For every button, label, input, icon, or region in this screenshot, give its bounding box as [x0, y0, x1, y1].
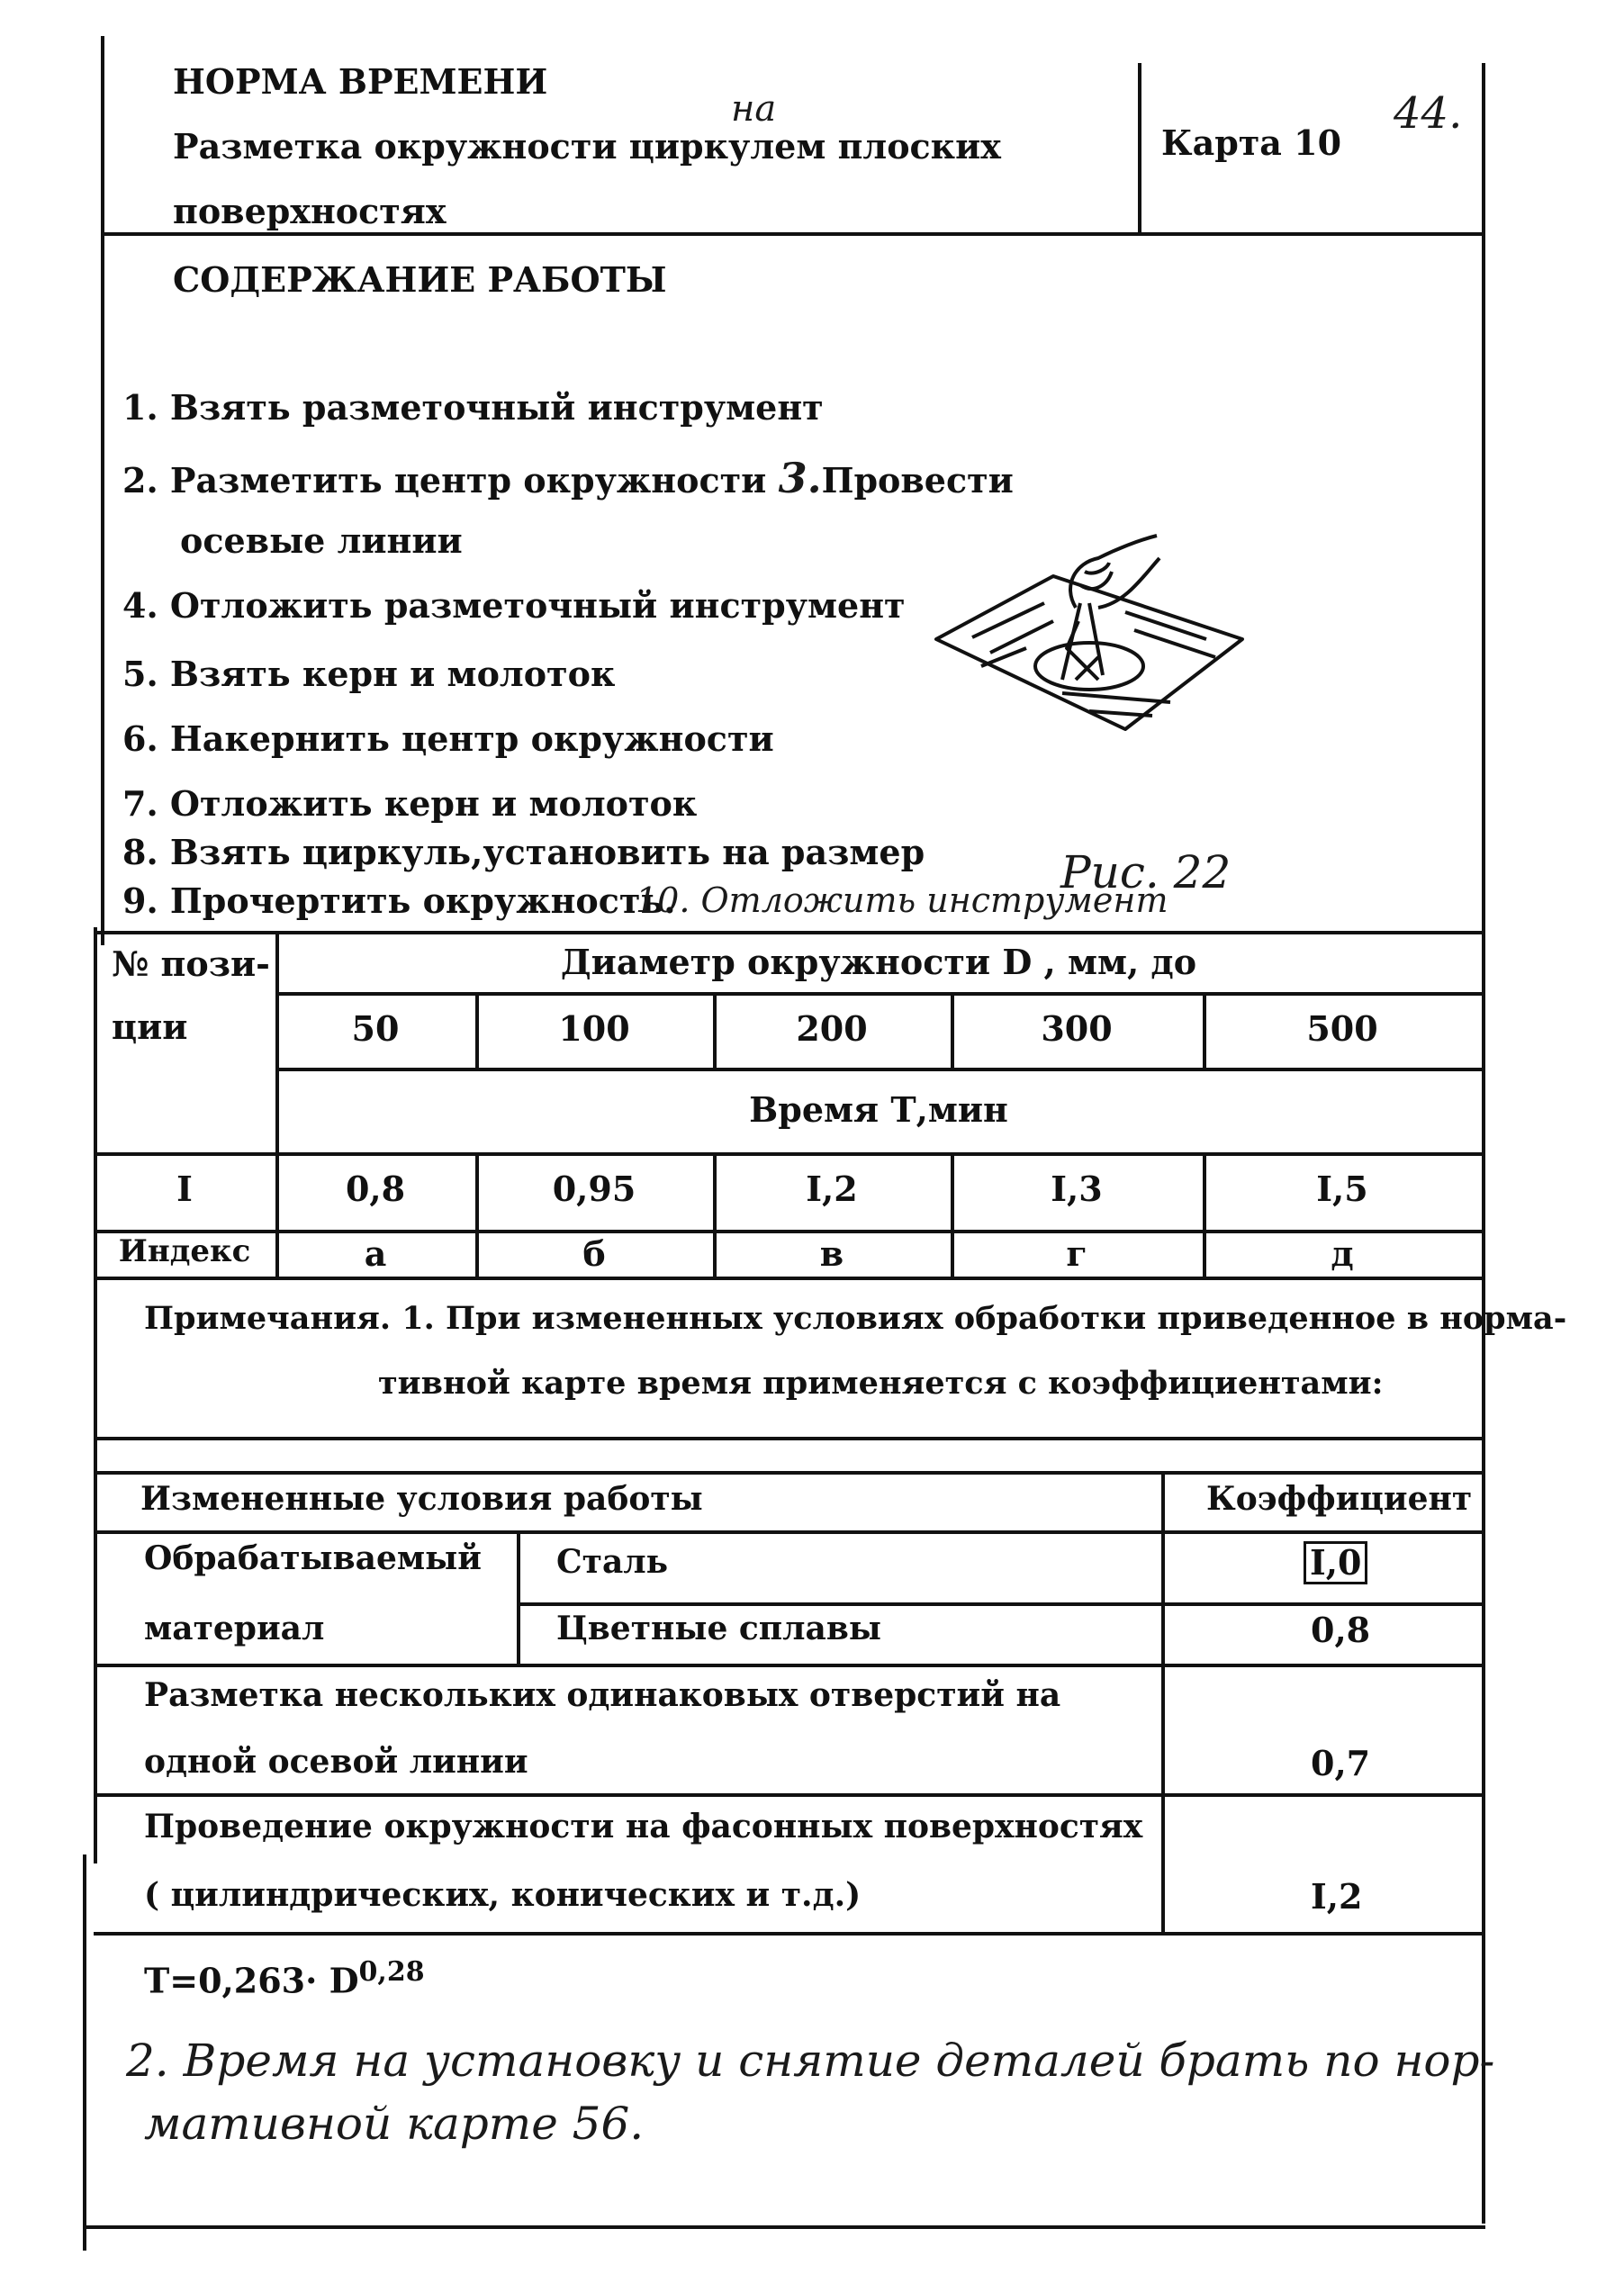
diameter-cell: 100	[558, 1008, 630, 1049]
time-cell: 0,95	[552, 1169, 636, 1209]
step-text: Разметить центр окружности	[169, 460, 767, 501]
ct-line-3	[94, 1530, 1482, 1534]
coef-header-condition: Измененные условия работы	[140, 1480, 703, 1518]
step-8	[122, 834, 925, 871]
step-text: осевые линии	[180, 520, 463, 561]
diameter-header: Диаметр окружности D , мм, до	[560, 942, 1197, 982]
tt-line-3	[275, 1068, 1482, 1071]
header-title-line2: Разметка окружности циркулем плоских	[173, 126, 1001, 167]
compass-marking-illustration	[918, 522, 1260, 756]
frame-right	[1482, 63, 1485, 2224]
step-number: 5.	[122, 654, 158, 694]
step-text: Взять разметочный инструмент	[169, 387, 824, 428]
position-header-line1: № пози-	[112, 943, 270, 984]
time-cell: I,2	[806, 1169, 858, 1209]
ct-line-2	[94, 1471, 1482, 1475]
note-1-line1: Примечания. 1. При измененных условиях обработки приведенное в норма-	[144, 1300, 1567, 1337]
alloys-coef: 0,8	[1311, 1610, 1371, 1650]
step-number: 6.	[122, 718, 158, 759]
step-9	[122, 882, 675, 920]
tt-line-4	[94, 1152, 1482, 1156]
step-number: 9.	[122, 880, 158, 921]
index-label: Индекс	[118, 1233, 251, 1269]
step-text: Отложить керн и молоток	[169, 783, 698, 824]
ct-line-top	[94, 1437, 1482, 1440]
formula-exponent: 0,28	[358, 1956, 425, 1988]
time-header: Время Т,мин	[749, 1089, 1008, 1130]
row2-line2: одной осевой линии	[144, 1743, 528, 1781]
step-text-cont: Провести	[821, 460, 1014, 501]
index-cell: в	[819, 1233, 844, 1274]
row3-coef: I,2	[1311, 1876, 1363, 1917]
step-number: 8.	[122, 832, 158, 872]
note-1-line2: тивной карте время применяется с коэффициентами:	[378, 1365, 1384, 1402]
step-insert-handwritten: 3.	[778, 454, 822, 502]
step-text: Отложить разметочный инструмент	[169, 585, 906, 626]
step-number: 4.	[122, 585, 158, 626]
ct-line-7	[94, 1932, 1482, 1936]
time-cell: I,5	[1316, 1169, 1368, 1209]
material-label-line1: Обрабатываемый	[144, 1539, 482, 1577]
note-2-line2: мативной карте 56.	[144, 2098, 645, 2150]
header-title-line1: НОРМА ВРЕМЕНИ	[173, 61, 548, 102]
header-bottom-line	[101, 232, 1485, 236]
tt-line-2	[275, 992, 1482, 996]
step-number: 2.	[122, 460, 158, 501]
page-number-handwritten: 44.	[1394, 88, 1463, 139]
index-cell: а	[364, 1233, 387, 1274]
material-label-line2: материал	[144, 1610, 325, 1647]
index-cell: д	[1331, 1233, 1354, 1274]
row3-line2: ( цилиндрических, конических и т.д.)	[144, 1876, 862, 1914]
ct-line-5	[94, 1664, 1482, 1667]
alloys-label: Цветные сплавы	[556, 1610, 881, 1647]
tt-line-6	[94, 1277, 1482, 1280]
step-number: 1.	[122, 387, 158, 428]
tt-line-top	[94, 931, 1482, 934]
header-title-line3: поверхностях	[173, 191, 447, 231]
ct-col-coef	[1161, 1471, 1165, 1932]
diameter-cell: 300	[1041, 1008, 1113, 1049]
time-cell: 0,8	[345, 1169, 406, 1209]
figure-caption-handwritten: Рис. 22	[1060, 846, 1232, 898]
content-heading: СОДЕРЖАНИЕ РАБОТЫ	[173, 259, 667, 300]
frame-left-mid	[94, 927, 97, 1863]
step-text: Прочертить окружность.	[169, 880, 676, 921]
page-bottom-line	[83, 2225, 1485, 2229]
time-formula	[144, 1957, 425, 1999]
row2-line1: Разметка нескольких одинаковых отверстий на	[144, 1676, 1061, 1714]
index-cell: б	[582, 1233, 606, 1274]
step-7	[122, 785, 697, 823]
steel-coef: I,0	[1304, 1541, 1367, 1584]
step-6	[122, 720, 774, 758]
index-cell: г	[1066, 1233, 1087, 1274]
note-2-line1: 2. Время на установку и снятие деталей брать по нор-	[126, 2035, 1495, 2087]
header-insert-handwritten: на	[731, 88, 777, 130]
steel-label: Сталь	[556, 1543, 669, 1581]
row-position: I	[176, 1169, 193, 1209]
step-5	[122, 655, 615, 693]
tt-line-5	[94, 1230, 1482, 1233]
header-divider	[1138, 63, 1141, 234]
time-cell: I,3	[1051, 1169, 1103, 1209]
step-10-handwritten: 10. Отложить инструмент	[636, 880, 1168, 920]
step-text: Взять циркуль,установить на размер	[169, 832, 925, 872]
formula-base: Т=0,263· D	[144, 1960, 359, 2001]
step-text: Взять керн и молоток	[169, 654, 616, 694]
ct-col-material	[517, 1530, 520, 1665]
row2-coef: 0,7	[1311, 1743, 1371, 1783]
frame-left-top	[101, 36, 104, 945]
ct-line-6	[94, 1793, 1482, 1797]
step-2	[122, 456, 1014, 501]
coef-header-value: Коэффициент	[1206, 1480, 1473, 1518]
frame-left-bottom	[83, 1854, 86, 2251]
step-1	[122, 389, 824, 427]
card-label: Карта 10	[1161, 122, 1342, 163]
diameter-cell: 200	[796, 1008, 868, 1049]
step-2-cont	[180, 522, 463, 560]
diameter-cell: 50	[351, 1008, 400, 1049]
step-text: Накернить центр окружности	[169, 718, 774, 759]
row3-line1: Проведение окружности на фасонных поверхностях	[144, 1808, 1143, 1845]
step-number: 7.	[122, 783, 158, 824]
ct-line-4	[517, 1602, 1482, 1606]
position-header-line2: ции	[112, 1006, 188, 1047]
diameter-cell: 500	[1306, 1008, 1378, 1049]
step-4	[122, 587, 906, 625]
